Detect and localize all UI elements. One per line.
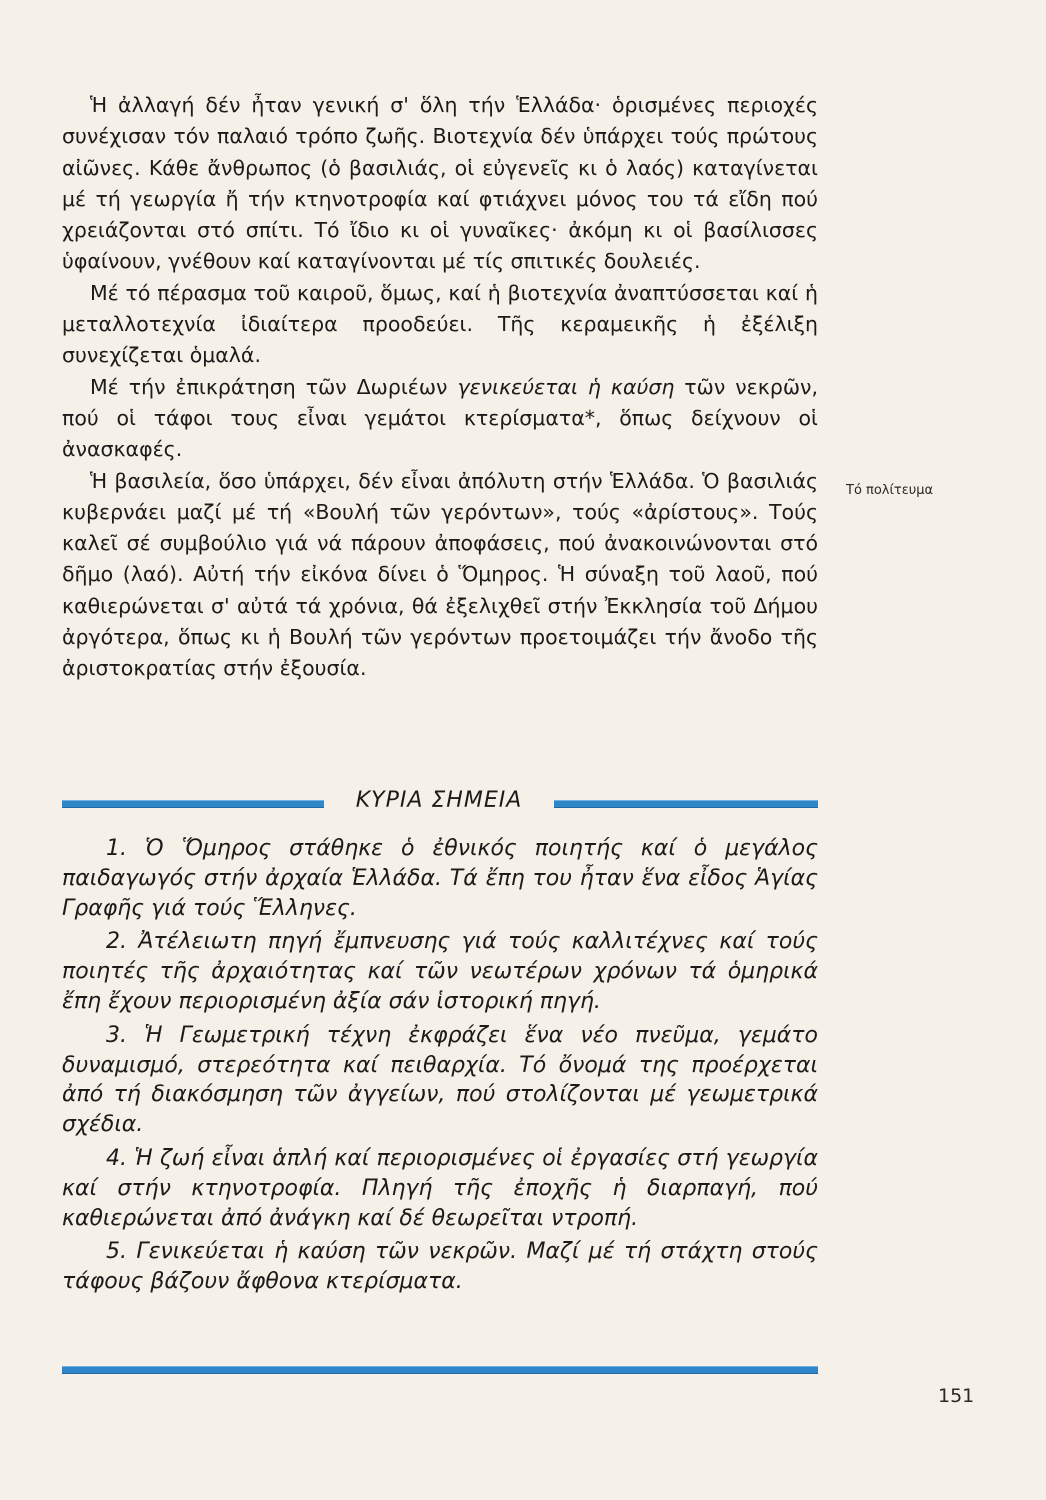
key-point: 2. Ἀτέλειωτη πηγή ἔμπνευσης γιά τούς καλλιτέχνες καί τούς ποιητές τῆς ἀρχαιότητας καί τῶν νεωτέρων χρόνων τά ὁμηρικά ἔπη ἔχουν περιορισμένη ἀξία σάν ἱστορική πηγή. bbox=[62, 929, 818, 1014]
paragraph-2: Μέ τό πέρασμα τοῦ καιροῦ, ὅμως, καί ἡ βιοτεχνία ἀναπτύσσεται καί ἡ μεταλλοτεχνία ἰδιαίτερα προοδεύει. Τῆς κεραμεικῆς ἡ ἐξέλιξη συνεχίζεται ὁμαλά. bbox=[62, 280, 818, 368]
key-point: 4. Ἡ ζωή εἶναι ἁπλή καί περιορισμένες οἱ ἐργασίες στή γεωργία καί στήν κτηνοτροφία. Πληγή τῆς ἐποχῆς ἡ διαρπαγή, πού καθιερώνεται ἀπό ἀνάγκη καί δέ θεωρεῖται ντροπή. bbox=[62, 1145, 818, 1231]
key-points-list bbox=[62, 834, 818, 1301]
paragraph-1: Ἡ ἀλλαγή δέν ἦταν γενική σ' ὅλη τήν Ἑλλάδα· ὁρισμένες περιοχές συνέχισαν τόν παλαιό τρόπο ζωῆς. Βιοτεχνία δέν ὑπάρχει τούς πρώτους αἰῶνες. Κάθε ἄνθρωπος (ὁ βασιλιάς, οἱ εὐγενεῖς κι ὁ λαός) καταγίνεται μέ τή γεωργία ἤ τήν κτηνοτροφία καί φτιάχνει μόνος του τά εἴδη πού χρειάζονται στό σπίτι. Τό ἴδιο κι οἱ γυναῖκες· ἀκόμη κι οἱ βασίλισσες ὑφαίνουν, γνέθουν καί καταγίνονται μέ τίς σπιτικές δουλειές. bbox=[62, 93, 818, 274]
key-point: 1. Ὁ Ὅμηρος στάθηκε ὁ ἐθνικός ποιητής καί ὁ μεγάλος παιδαγωγός στήν ἀρχαία Ἑλλάδα. Τά ἔπη του ἦταν ἕνα εἶδος Ἁγίας Γραφῆς γιά τούς Ἕλληνες. bbox=[62, 836, 818, 921]
main-text bbox=[62, 90, 818, 685]
header-rule-left bbox=[62, 800, 324, 808]
bottom-rule bbox=[62, 1366, 818, 1374]
header-rule-right bbox=[554, 800, 818, 808]
paragraph-3-emphasis: γενικεύεται ἡ καύση bbox=[457, 374, 675, 399]
key-point: 5. Γενικεύεται ἡ καύση τῶν νεκρῶν. Μαζί μέ τή στάχτη στούς τάφους βάζουν ἄφθονα κτερίσματα. bbox=[62, 1239, 818, 1295]
page-number: 151 bbox=[938, 1385, 975, 1407]
paragraph-3-start: Μέ τήν ἐπικράτηση τῶν Δωριέων bbox=[90, 374, 458, 399]
section-header bbox=[62, 788, 818, 822]
key-point: 3. Ἡ Γεωμετρική τέχνη ἐκφράζει ἕνα νέο πνεῦμα, γεμάτο δυναμισμό, στερεότητα καί πειθαρχία. Τό ὄνομά της προέρχεται ἀπό τή διακόσμηση τῶν ἀγγείων, πού στολίζονται μέ γεωμετρικά σχέδια. bbox=[62, 1022, 818, 1138]
paragraph-3 bbox=[62, 372, 818, 466]
section-title: ΚΥΡΙΑ ΣΗΜΕΙΑ bbox=[355, 788, 523, 813]
paragraph-3-end: τῶν νεκρῶν, πού οἱ τάφοι τους εἶναι γεμάτοι κτερίσματα*, ὅπως δείχνουν οἱ ἀνασκαφές. bbox=[62, 374, 818, 462]
paragraph-4: Ἡ βασιλεία, ὅσο ὑπάρχει, δέν εἶναι ἀπόλυτη στήν Ἑλλάδα. Ὁ βασιλιάς κυβερνάει μαζί μέ τή «Βουλή τῶν γερόντων», τούς «ἀρίστους». Τούς καλεῖ σέ συμβούλιο γιά νά πάρουν ἀποφάσεις, πού ἀνακοινώνονται στό δῆμο (λαό). Αὐτή τήν εἰκόνα δίνει ὁ Ὅμηρος. Ἡ σύναξη τοῦ λαοῦ, πού καθιερώνεται σ' αὐτά τά χρόνια, θά ἐξελιχθεῖ στήν Ἐκκλησία τοῦ Δήμου ἀργότερα, ὅπως κι ἡ Βουλή τῶν γερόντων προετοιμάζει τήν ἄνοδο τῆς ἀριστοκρατίας στήν ἐξουσία. bbox=[62, 468, 818, 681]
margin-note: Τό πολίτευμα bbox=[846, 483, 934, 498]
